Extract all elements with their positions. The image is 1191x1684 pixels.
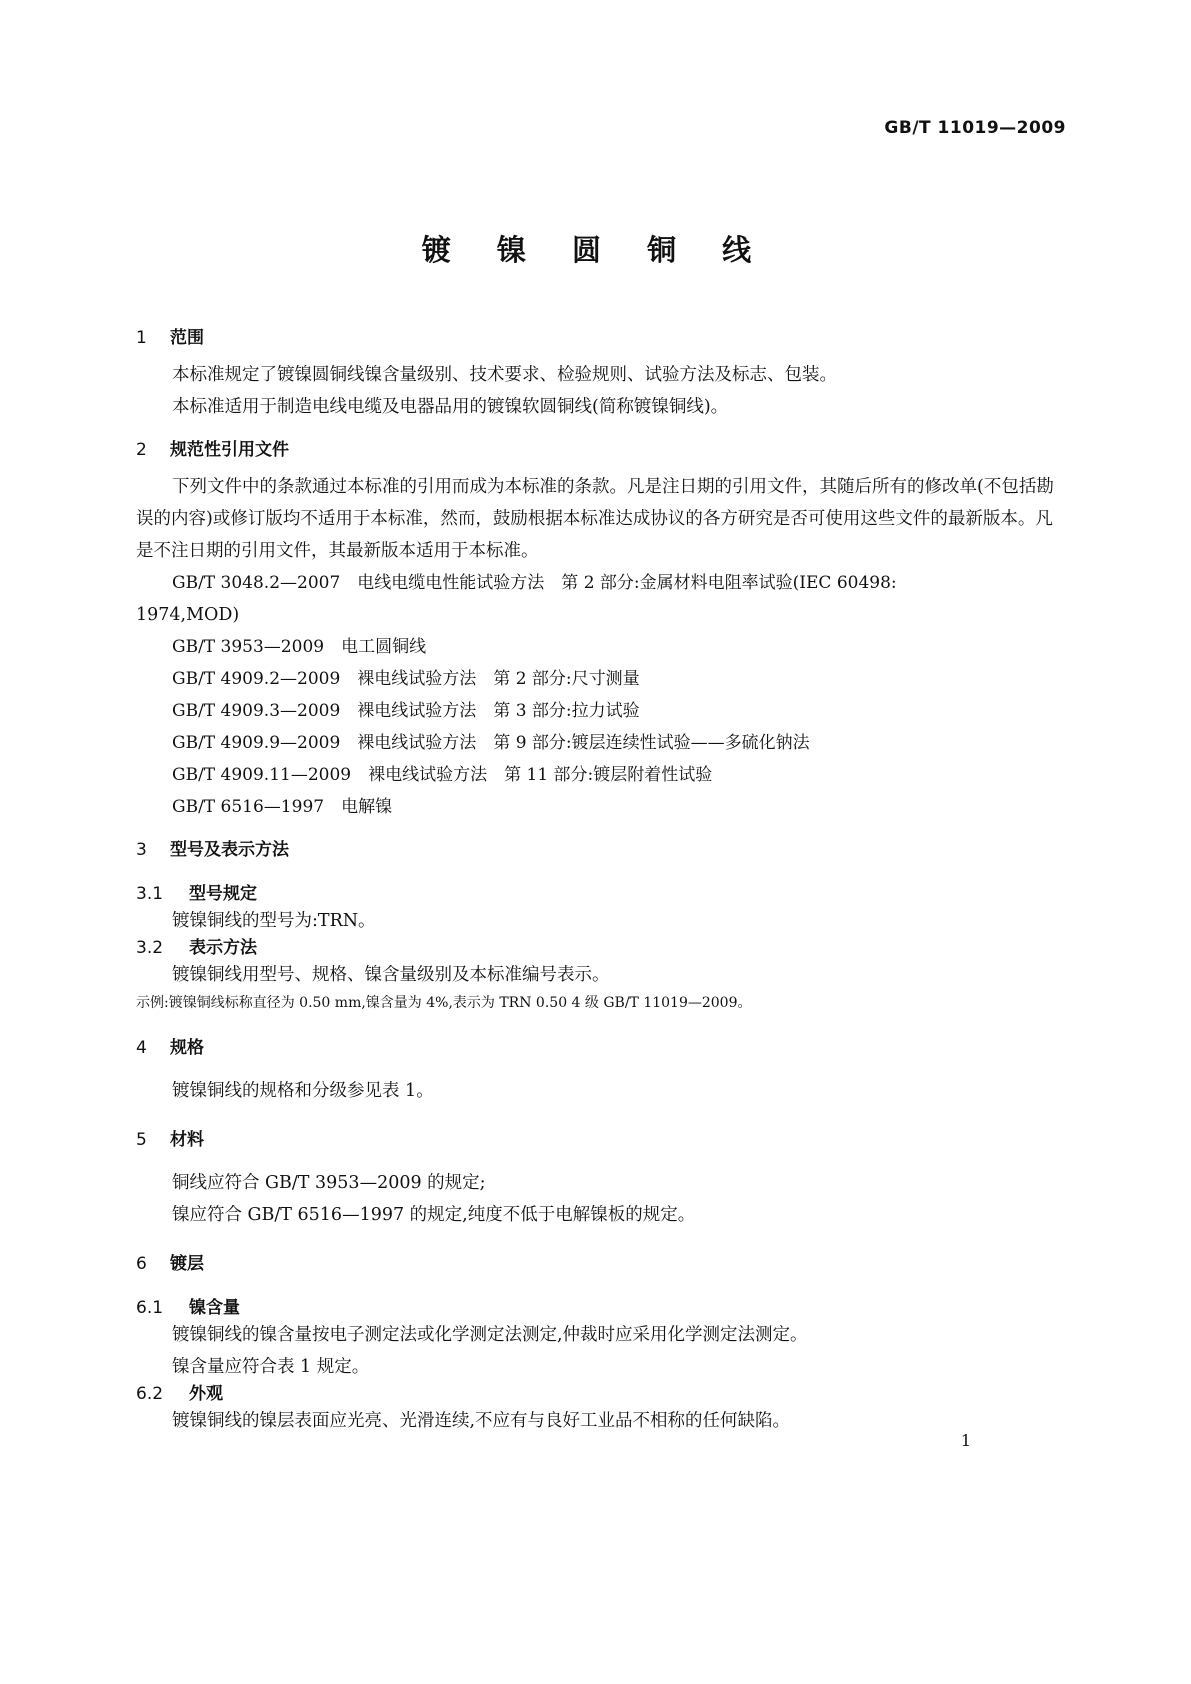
reference-item <box>136 791 1064 823</box>
section-title: 规范性引用文件 <box>170 440 289 460</box>
section-1-heading <box>136 327 1064 349</box>
paragraph: 铜线应符合 GB/T 3953—2009 的规定; <box>172 1173 486 1193</box>
subsection-title: 外观 <box>189 1384 223 1404</box>
section-title: 镀层 <box>170 1254 204 1274</box>
paragraph: 下列文件中的条款通过本标准的引用而成为本标准的条款。凡是注日期的引用文件，其随后所有的修改单(不包括勘误的内容)或修订版均不适用于本标准，然而，鼓励根据本标准达成协议的各方研究是否可使用这些文件的最新版本。凡是不注日期的引用文件，其最新版本适用于本标准。 <box>136 477 1054 561</box>
subsection-number: 3.1 <box>136 884 164 904</box>
section-number: 4 <box>136 1038 147 1058</box>
paragraph: 镍应符合 GB/T 6516—1997 的规定,纯度不低于电解镍板的规定。 <box>172 1205 696 1225</box>
section-5-heading <box>136 1129 1064 1151</box>
section-4-heading <box>136 1037 1064 1059</box>
subsection-title: 型号规定 <box>189 884 257 904</box>
reference-title: 电解镍 <box>341 797 393 817</box>
section-number: 3 <box>136 840 147 860</box>
paragraph: 镀镍铜线用型号、规格、镍含量级别及本标准编号表示。 <box>172 965 610 985</box>
reference-title: 裸电线试验方法 第 11 部分:镀层附着性试验 <box>368 765 713 785</box>
document-body <box>136 327 1064 1437</box>
section-number: 5 <box>136 1130 147 1150</box>
paragraph: 镀镍铜线的型号为:TRN。 <box>172 911 376 931</box>
subsection-number: 3.2 <box>136 938 164 958</box>
reference-title: 裸电线试验方法 第 9 部分:镀层连续性试验——多硫化钠法 <box>357 733 810 753</box>
paragraph: 镀镍铜线的镍含量按电子测定法或化学测定法测定,仲裁时应采用化学测定法测定。 <box>172 1325 808 1345</box>
reference-code: GB/T 4909.2—2009 <box>172 669 341 689</box>
reference-code: GB/T 3953—2009 <box>172 637 325 657</box>
reference-title: 裸电线试验方法 第 3 部分:拉力试验 <box>357 701 640 721</box>
section-number: 6 <box>136 1254 147 1274</box>
reference-item <box>136 567 1064 599</box>
reference-code: GB/T 3048.2—2007 <box>172 573 341 593</box>
subsection-number: 6.1 <box>136 1298 164 1318</box>
reference-title: 裸电线试验方法 第 2 部分:尺寸测量 <box>357 669 640 689</box>
section-title: 范围 <box>170 328 204 348</box>
reference-title: 电工圆铜线 <box>341 637 427 657</box>
reference-title: 电线电缆电性能试验方法 第 2 部分:金属材料电阻率试验(IEC 60498: <box>357 573 897 593</box>
reference-item <box>136 727 1064 759</box>
subsection-3-1-heading <box>136 883 1064 905</box>
reference-item <box>136 695 1064 727</box>
section-number: 1 <box>136 328 147 348</box>
section-title: 型号及表示方法 <box>170 840 289 860</box>
reference-code: GB/T 4909.11—2009 <box>172 765 352 785</box>
subsection-6-1-heading <box>136 1297 1064 1319</box>
section-number: 2 <box>136 440 147 460</box>
paragraph: 镀镍铜线的镍层表面应光亮、光滑连续,不应有与良好工业品不相称的任何缺陷。 <box>172 1411 791 1431</box>
section-6-heading <box>136 1253 1064 1275</box>
reference-code: GB/T 4909.9—2009 <box>172 733 341 753</box>
subsection-number: 6.2 <box>136 1384 164 1404</box>
reference-code: GB/T 4909.3—2009 <box>172 701 341 721</box>
reference-item <box>136 631 1064 663</box>
subsection-title: 表示方法 <box>189 938 257 958</box>
paragraph: 本标准适用于制造电线电缆及电器品用的镀镍软圆铜线(简称镀镍铜线)。 <box>172 397 729 417</box>
reference-code: GB/T 6516—1997 <box>172 797 325 817</box>
subsection-title: 镍含量 <box>189 1298 240 1318</box>
paragraph: 镀镍铜线的规格和分级参见表 1。 <box>172 1081 434 1101</box>
reference-continuation: 1974,MOD) <box>136 605 240 625</box>
paragraph: 本标准规定了镀镍圆铜线镍含量级别、技术要求、检验规则、试验方法及标志、包装。 <box>172 365 837 385</box>
section-title: 材料 <box>170 1130 204 1150</box>
reference-item <box>136 663 1064 695</box>
subsection-3-2-heading <box>136 937 1064 959</box>
section-2-heading <box>136 439 1064 461</box>
standard-code: GB/T 11019—2009 <box>884 118 1066 138</box>
page-number: 1 <box>960 1431 971 1450</box>
reference-item <box>136 759 1064 791</box>
section-title: 规格 <box>170 1038 204 1058</box>
example-note: 示例:镀镍铜线标称直径为 0.50 mm,镍含量为 4%,表示为 TRN 0.50 4 级 GB/T 11019—2009。 <box>136 995 752 1011</box>
subsection-6-2-heading <box>136 1383 1064 1405</box>
document-title: 镀 镍 圆 铜 线 <box>421 233 770 267</box>
paragraph: 镍含量应符合表 1 规定。 <box>172 1357 370 1377</box>
section-3-heading <box>136 839 1064 861</box>
